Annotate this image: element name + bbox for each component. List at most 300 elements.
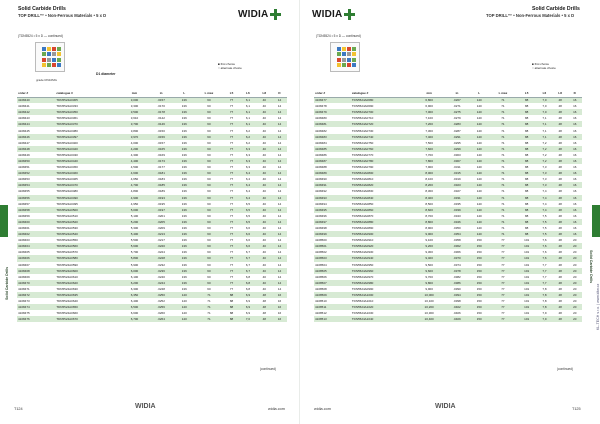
- table-cell: 7,0: [536, 109, 553, 115]
- table-cell: 7,3: [536, 176, 553, 182]
- table-cell: 4108488: [314, 164, 351, 170]
- table-cell: 6,6: [239, 243, 256, 249]
- table-cell: .0350: [444, 225, 470, 231]
- table-cell: 48: [553, 219, 568, 225]
- table-cell: 16: [568, 115, 582, 121]
- table-cell: TDN5524A0420: [55, 146, 121, 152]
- table-cell: 14: [272, 207, 287, 213]
- table-cell: TDN5524A0810: [351, 176, 414, 182]
- section-tab: [592, 205, 600, 237]
- table-cell: 48: [553, 213, 568, 219]
- table-cell: 136: [174, 213, 194, 219]
- table-cell: 71: [489, 127, 518, 133]
- table-cell: 14: [272, 158, 287, 164]
- table-cell: 136: [174, 237, 194, 243]
- table-cell: 88: [517, 207, 536, 213]
- table-cell: 40: [257, 268, 272, 274]
- footer-url: widia.com: [314, 407, 331, 411]
- table-cell: 4108493: [314, 195, 351, 201]
- column-header: L6: [239, 90, 256, 97]
- table-cell: 4108492: [314, 188, 351, 194]
- table-cell: 140: [470, 115, 489, 121]
- table-cell: 60: [194, 219, 224, 225]
- table-cell: .0195: [148, 201, 175, 207]
- table-cell: 6,5: [239, 207, 256, 213]
- table-cell: 14: [272, 219, 287, 225]
- table-cell: .0217: [148, 237, 175, 243]
- table-cell: 6,500: [121, 304, 148, 310]
- table-cell: 71: [489, 207, 518, 213]
- table-cell: 136: [174, 195, 194, 201]
- table-cell: 77: [224, 109, 239, 115]
- table-cell: 48: [553, 286, 568, 292]
- table-cell: 14: [272, 140, 287, 146]
- table-cell: 48: [553, 152, 568, 158]
- table-cell: TDN5524A0990: [351, 286, 414, 292]
- table-cell: TDN5524A0370: [55, 121, 121, 127]
- table-cell: 14: [272, 121, 287, 127]
- table-cell: 71: [194, 304, 224, 310]
- table-cell: 16: [568, 140, 582, 146]
- table-cell: 77: [224, 243, 239, 249]
- table-cell: 136: [174, 103, 194, 109]
- table-cell: 4108484: [314, 140, 351, 146]
- table-cell: 16: [568, 201, 582, 207]
- widia-logo: [238, 9, 281, 20]
- table-cell: 5,100: [121, 213, 148, 219]
- table-cell: TDN5524A0700: [351, 109, 414, 115]
- table-cell: 6,9: [239, 298, 256, 304]
- table-cell: 136: [174, 188, 194, 194]
- table-cell: 140: [470, 213, 489, 219]
- table-cell: 7,900: [414, 164, 444, 170]
- table-cell: .0390: [444, 286, 470, 292]
- table-cell: 60: [194, 225, 224, 231]
- table-cell: 40: [257, 158, 272, 164]
- column-header: L: [174, 90, 194, 97]
- table-cell: 4108481: [314, 121, 351, 127]
- table-cell: 14: [272, 164, 287, 170]
- table-cell: 14: [272, 97, 287, 103]
- table-cell: .0165: [148, 146, 175, 152]
- table-cell: 7,600: [414, 146, 444, 152]
- table-cell: 6,1: [239, 103, 256, 109]
- table-cell: 5,600: [121, 243, 148, 249]
- table-cell: TDN5524A0490: [55, 195, 121, 201]
- table-cell: 14: [272, 152, 287, 158]
- table-cell: 136: [174, 182, 194, 188]
- table-cell: TDN5524A0400: [55, 140, 121, 146]
- table-cell: 4108489: [314, 170, 351, 176]
- table-cell: 16: [568, 231, 582, 237]
- table-cell: 71: [489, 109, 518, 115]
- table-cell: 48: [553, 97, 568, 103]
- table-cell: 71: [489, 164, 518, 170]
- table-cell: .0201: [148, 213, 175, 219]
- table-cell: .0169: [148, 152, 175, 158]
- table-cell: 71: [489, 146, 518, 152]
- table-cell: 77: [224, 262, 239, 268]
- table-cell: 88: [517, 176, 536, 182]
- table-cell: 140: [470, 201, 489, 207]
- table-cell: 101: [517, 286, 536, 292]
- table-cell: 20: [568, 298, 582, 304]
- table-cell: 77: [224, 188, 239, 194]
- table-cell: 16: [568, 170, 582, 176]
- table-cell: 6,9: [239, 304, 256, 310]
- table-cell: 4108458: [17, 207, 55, 213]
- table-cell: 4108462: [17, 231, 55, 237]
- table-cell: 8,000: [414, 170, 444, 176]
- table-cell: .0181: [148, 170, 175, 176]
- table-cell: 136: [174, 109, 194, 115]
- page-subtitle: TOP DRILL™ • Non-Ferrous Materials • 5 x D: [18, 13, 107, 18]
- column-header: L8: [553, 90, 568, 97]
- table-cell: 4108487: [314, 158, 351, 164]
- table-cell: 88: [517, 158, 536, 164]
- table-cell: 48: [553, 274, 568, 280]
- table-cell: 40: [257, 109, 272, 115]
- table-cell: TDN5524A0770: [351, 152, 414, 158]
- table-cell: 40: [257, 115, 272, 121]
- table-cell: 6,400: [121, 298, 148, 304]
- table-cell: 101: [517, 274, 536, 280]
- table-cell: 77: [224, 115, 239, 121]
- table-cell: 6,200: [121, 280, 148, 286]
- table-cell: 150: [470, 304, 489, 310]
- table-cell: .0150: [148, 127, 175, 133]
- table-cell: 7,6: [536, 255, 553, 261]
- table-cell: 40: [257, 188, 272, 194]
- table-cell: 4108509: [314, 292, 351, 298]
- table-cell: 60: [194, 274, 224, 280]
- table-cell: 88: [517, 164, 536, 170]
- table-cell: 16: [568, 146, 582, 152]
- table-cell: 40: [257, 164, 272, 170]
- table-cell: 3,500: [121, 109, 148, 115]
- table-cell: 4108504: [314, 262, 351, 268]
- table-cell: .0185: [148, 182, 175, 188]
- table-cell: 6,4: [239, 176, 256, 182]
- table-cell: .0240: [148, 274, 175, 280]
- table-cell: 136: [174, 176, 194, 182]
- table-cell: 4108448: [17, 146, 55, 152]
- table-cell: 4108442: [17, 109, 55, 115]
- table-cell: 140: [470, 170, 489, 176]
- table-cell: 4108507: [314, 280, 351, 286]
- table-cell: 6,4: [239, 182, 256, 188]
- table-cell: 60: [194, 109, 224, 115]
- table-cell: 150: [470, 292, 489, 298]
- table-cell: 4108497: [314, 219, 351, 225]
- table-cell: 48: [553, 268, 568, 274]
- table-cell: 14: [272, 182, 287, 188]
- table-cell: .0370: [444, 255, 470, 261]
- table-cell: .0146: [148, 121, 175, 127]
- table-cell: 140: [470, 134, 489, 140]
- table-cell: 7,3: [536, 164, 553, 170]
- column-header: D: [272, 90, 287, 97]
- table-cell: 7,5: [536, 231, 553, 237]
- table-cell: 40: [257, 140, 272, 146]
- table-cell: 140: [174, 298, 194, 304]
- table-cell: 77: [224, 225, 239, 231]
- table-cell: 6,7: [239, 262, 256, 268]
- table-cell: 4,650: [121, 176, 148, 182]
- table-cell: 6,3: [239, 152, 256, 158]
- table-cell: 8,200: [414, 182, 444, 188]
- table-cell: 4108490: [314, 176, 351, 182]
- table-cell: 4108502: [314, 249, 351, 255]
- table-cell: 16: [272, 304, 287, 310]
- table-cell: 6,7: [239, 255, 256, 261]
- table-cell: 7,8: [536, 292, 553, 298]
- table-cell: 60: [194, 255, 224, 261]
- table-cell: 88: [224, 304, 239, 310]
- table-cell: 6,6: [239, 231, 256, 237]
- table-cell: 4,700: [121, 182, 148, 188]
- table-cell: 6,2: [239, 140, 256, 146]
- table-cell: .0366: [444, 249, 470, 255]
- table-cell: .0205: [148, 219, 175, 225]
- page-number: T125: [572, 407, 581, 411]
- table-cell: 136: [174, 231, 194, 237]
- table-cell: 77: [489, 268, 518, 274]
- table-cell: 7,4: [536, 201, 553, 207]
- table-cell: TDN5524A0580: [55, 255, 121, 261]
- table-cell: 14: [272, 243, 287, 249]
- table-cell: 136: [174, 97, 194, 103]
- table-cell: 60: [194, 115, 224, 121]
- table-cell: 5,700: [121, 249, 148, 255]
- table-cell: TDN5524A0350: [55, 109, 121, 115]
- table-cell: 4108455: [17, 188, 55, 194]
- table-cell: 3,300: [121, 103, 148, 109]
- table-cell: 7,300: [414, 127, 444, 133]
- table-cell: 48: [257, 316, 272, 322]
- grade-legend-icon: [330, 42, 360, 72]
- table-cell: .0248: [148, 286, 175, 292]
- table-cell: 77: [489, 274, 518, 280]
- table-cell: 60: [194, 134, 224, 140]
- table-cell: 77: [224, 170, 239, 176]
- table-cell: TDN5524A0980: [351, 280, 414, 286]
- table-cell: .0374: [444, 262, 470, 268]
- table-cell: 4108444: [17, 121, 55, 127]
- table-cell: 77: [224, 201, 239, 207]
- table-cell: 4108496: [314, 213, 351, 219]
- table-cell: .0260: [148, 310, 175, 316]
- table-cell: 3,610: [121, 115, 148, 121]
- table-cell: 4,400: [121, 158, 148, 164]
- table-cell: 4108506: [314, 274, 351, 280]
- table-cell: 20: [568, 304, 582, 310]
- table-cell: 16: [568, 158, 582, 164]
- table-cell: 140: [470, 127, 489, 133]
- table-cell: 40: [257, 274, 272, 280]
- table-cell: 77: [224, 164, 239, 170]
- table-cell: .0250: [148, 292, 175, 298]
- table-cell: 40: [257, 103, 272, 109]
- table-cell: 14: [272, 127, 287, 133]
- table-cell: 14: [272, 213, 287, 219]
- table-cell: 7,100: [414, 115, 444, 121]
- table-header-row: [17, 90, 287, 97]
- table-cell: 88: [517, 140, 536, 146]
- table-cell: 77: [224, 158, 239, 164]
- table-cell: 5,400: [121, 231, 148, 237]
- note-first-choice: ■ first choice: [532, 62, 549, 66]
- table-cell: 14: [272, 231, 287, 237]
- table-cell: 71: [489, 134, 518, 140]
- table-cell: 88: [224, 316, 239, 322]
- table-cell: 9,000: [414, 231, 444, 237]
- table-cell: 20: [568, 310, 582, 316]
- table-cell: .0264: [148, 316, 175, 322]
- continued-label: (TDN5524 • 5 x D — continued): [18, 34, 63, 38]
- table-cell: TDN5524A0820: [351, 182, 414, 188]
- table-cell: 60: [194, 182, 224, 188]
- table-cell: 20: [568, 255, 582, 261]
- table-cell: 77: [224, 268, 239, 274]
- table-cell: 9,500: [414, 262, 444, 268]
- table-cell: 7,8: [536, 304, 553, 310]
- table-cell: TDN5524A0635: [55, 292, 121, 298]
- table-cell: TDN5524A0470: [55, 182, 121, 188]
- table-cell: 6,1: [239, 109, 256, 115]
- table-cell: .0183: [148, 176, 175, 182]
- table-cell: 150: [470, 249, 489, 255]
- table-cell: TDN5524A0730: [351, 127, 414, 133]
- table-cell: 77: [489, 310, 518, 316]
- table-cell: 48: [553, 237, 568, 243]
- table-cell: 136: [174, 255, 194, 261]
- table-cell: TDN5524A0750: [351, 140, 414, 146]
- table-cell: 6,350: [121, 292, 148, 298]
- table-cell: 77: [224, 195, 239, 201]
- table-cell: 4108449: [17, 152, 55, 158]
- table-cell: 77: [489, 262, 518, 268]
- table-cell: .0209: [148, 225, 175, 231]
- column-header: L: [470, 90, 489, 97]
- table-cell: 6,4: [239, 170, 256, 176]
- table-cell: 60: [194, 103, 224, 109]
- table-cell: 71: [194, 310, 224, 316]
- table-cell: 88: [517, 182, 536, 188]
- table-cell: 16: [568, 219, 582, 225]
- table-cell: 71: [489, 176, 518, 182]
- table-cell: TDN5524A0550: [55, 237, 121, 243]
- table-cell: TDN5524A0920: [351, 243, 414, 249]
- table-cell: 136: [174, 121, 194, 127]
- table-cell: 7,0: [536, 103, 553, 109]
- table-cell: 7,7: [536, 268, 553, 274]
- table-row: [17, 316, 287, 322]
- column-header: L8: [257, 90, 272, 97]
- table-cell: 48: [553, 134, 568, 140]
- table-cell: 6,4: [239, 188, 256, 194]
- table-cell: .0224: [148, 249, 175, 255]
- table-cell: .0157: [148, 97, 175, 103]
- table-cell: 140: [470, 176, 489, 182]
- table-cell: 4108494: [314, 201, 351, 207]
- table-cell: TDN5524A0361: [55, 115, 121, 121]
- table-cell: 14: [272, 146, 287, 152]
- table-cell: 4,300: [121, 152, 148, 158]
- table-cell: 14: [272, 109, 287, 115]
- table-cell: 101: [517, 304, 536, 310]
- table-cell: 14: [272, 237, 287, 243]
- table-cell: TDN5524A0510: [55, 213, 121, 219]
- table-cell: .0354: [444, 231, 470, 237]
- table-cell: 7,0: [536, 97, 553, 103]
- table-cell: 88: [517, 213, 536, 219]
- table-cell: TDN5524A0640: [55, 298, 121, 304]
- table-cell: .0178: [148, 109, 175, 115]
- table-cell: 140: [470, 195, 489, 201]
- table-cell: 14: [272, 195, 287, 201]
- table-cell: 6,3: [239, 158, 256, 164]
- table-cell: 4,000: [121, 140, 148, 146]
- table-cell: 40: [257, 127, 272, 133]
- table-cell: 136: [174, 243, 194, 249]
- footer-url: widia.com: [268, 407, 285, 411]
- table-cell: 71: [489, 225, 518, 231]
- page-title: Solid Carbide Drills: [532, 6, 580, 12]
- table-cell: 7,2: [536, 152, 553, 158]
- table-cell: TDN5524A0760: [351, 146, 414, 152]
- table-cell: 88: [517, 134, 536, 140]
- table-cell: 60: [194, 286, 224, 292]
- table-cell: 4108461: [17, 225, 55, 231]
- table-cell: TDN5524A0830: [351, 188, 414, 194]
- table-cell: TDN5524A0480: [55, 188, 121, 194]
- section-tab: [0, 205, 8, 237]
- table-cell: 150: [470, 237, 489, 243]
- table-cell: 136: [174, 268, 194, 274]
- table-cell: 4108460: [17, 219, 55, 225]
- table-cell: 140: [174, 304, 194, 310]
- table-cell: 77: [489, 280, 518, 286]
- table-cell: 48: [553, 310, 568, 316]
- table-cell: 9,800: [414, 280, 444, 286]
- table-cell: 88: [517, 109, 536, 115]
- table-cell: 6,1: [239, 121, 256, 127]
- table-cell: 6,2: [239, 134, 256, 140]
- table-cell: 77: [489, 304, 518, 310]
- table-cell: .0283: [444, 121, 470, 127]
- table-cell: TDN5524A0620: [55, 280, 121, 286]
- table-cell: 6,9: [239, 310, 256, 316]
- table-cell: 7,500: [414, 140, 444, 146]
- table-cell: 4108512: [314, 310, 351, 316]
- table-cell: 48: [553, 121, 568, 127]
- table-cell: .0177: [148, 164, 175, 170]
- table-cell: 7,800: [414, 158, 444, 164]
- table-cell: 77: [224, 103, 239, 109]
- table-cell: TDN5524A0950: [351, 262, 414, 268]
- table-cell: 20: [568, 286, 582, 292]
- table-cell: TDN5524A0670: [55, 316, 121, 322]
- table-cell: 16: [568, 188, 582, 194]
- table-cell: 40: [257, 237, 272, 243]
- table-cell: 101: [517, 268, 536, 274]
- table-cell: 77: [224, 207, 239, 213]
- table-cell: 6,4: [239, 195, 256, 201]
- choice-notes: [532, 62, 556, 70]
- table-cell: 5,500: [121, 237, 148, 243]
- table-cell: 5,900: [121, 262, 148, 268]
